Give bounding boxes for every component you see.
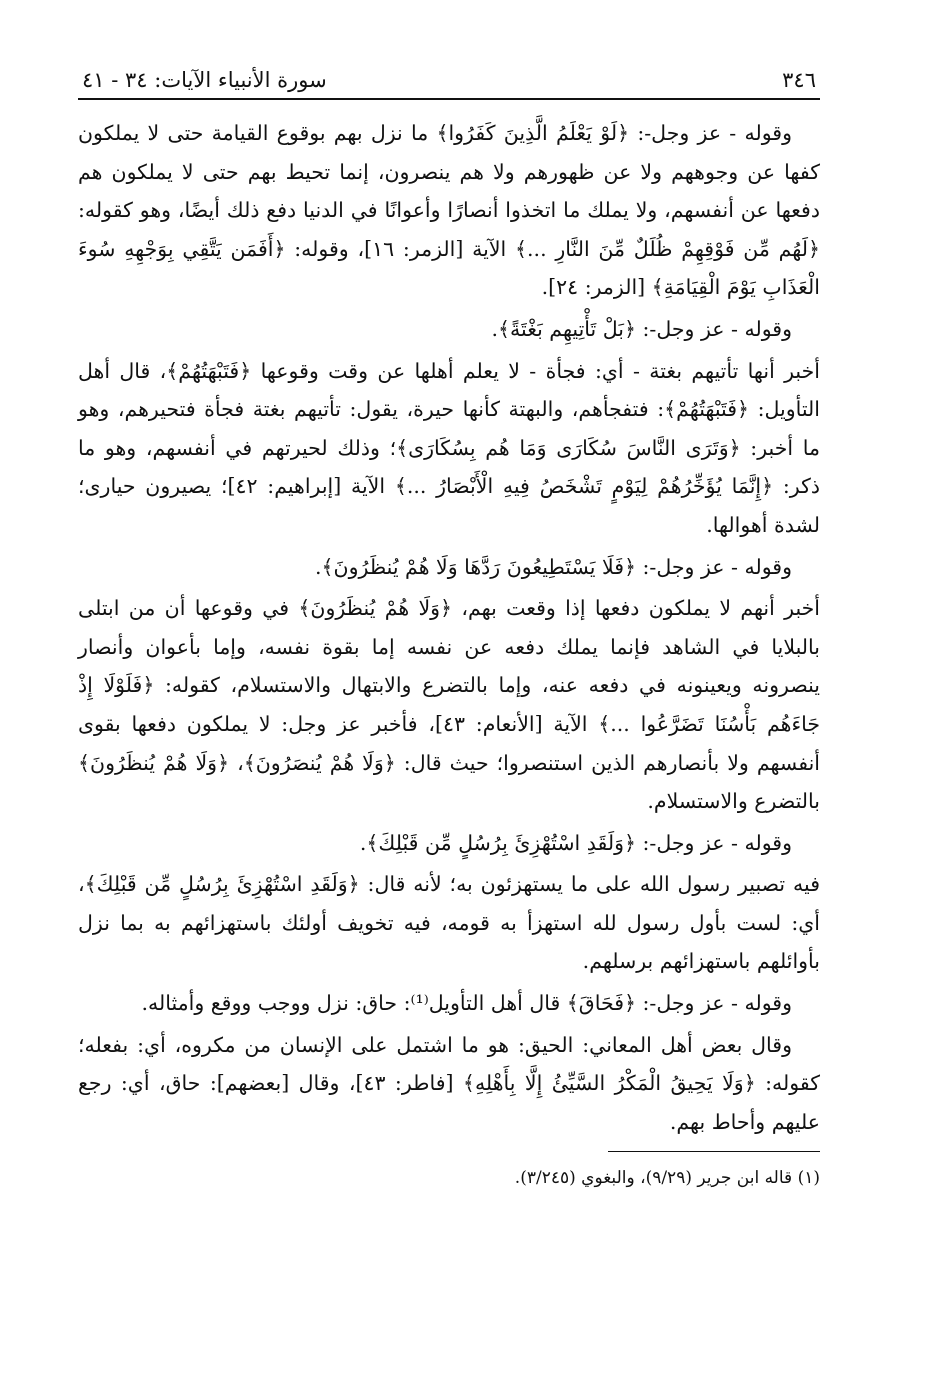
paragraph: أخبر أنهم لا يملكون دفعها إذا وقعت بهم، ﴿وَلَا هُمْ يُنظَرُونَ﴾ في وقوعها أن من ابتلى بالبلايا في الشاهد فإنما يملك دفعه عن نفسه إما بقوة نفسه، وإما بأعوان وأنصار ينصرونه ويعينونه في دفعه عنه، وإما بالتضرع والابتهال والاستسلام، كقوله: ﴿فَلَوْلَا إِذْ جَاءَهُم بَأْسُنَا تَضَرَّعُوا ...﴾ الآية [الأنعام: ٤٣]، فأخبر عز وجل: لا يملكون دفعها بقوى أنفسهم ولا بأنصارهم الذين استنصروا؛ حيث قال: ﴿وَلَا هُمْ يُنصَرُونَ﴾، ﴿وَلَا هُمْ يُنظَرُونَ﴾ بالتضرع والاستسلام.	[78, 596, 821, 814]
book-page	[78, 60, 820, 1192]
paragraph: وقوله - عز وجل-: ﴿فَلَا يَسْتَطِيعُونَ رَدَّهَا وَلَا هُمْ يُنظَرُونَ﴾.	[315, 554, 792, 579]
paragraph: وقوله - عز وجل-: ﴿لَوْ يَعْلَمُ الَّذِينَ كَفَرُوا﴾ ما نزل بهم بوقوع القيامة حتى لا يملكون كفها عن وجوههم ولا عن ظهورهم ولا هم ينصرون، إنما تحيط بهم حتى لا يملكون هم دفعها عن أنفسهم، ولا يملك ما اتخذوا أنصارًا وأعوانًا في الدنيا دفع ذلك أيضًا، وهو كقوله: ﴿لَهُم مِّن فَوْقِهِمْ ظُلَلٌ مِّنَ النَّارِ ...﴾ الآية [الزمر: ١٦]، وقوله: ﴿أَفَمَن يَتَّقِي بِوَجْهِهِ سُوءَ الْعَذَابِ يَوْمَ الْقِيَامَةِ﴾ [الزمر: ٢٤].	[78, 121, 820, 300]
main-text	[78, 114, 820, 1141]
page-number: ٣٤٦	[782, 68, 816, 92]
surah-title: سورة الأنبياء الآيات: ٣٤ - ٤١	[82, 68, 327, 92]
paragraph: وقوله - عز وجل-: ﴿بَلْ تَأْتِيهِم بَغْتَةً﴾.	[491, 316, 792, 341]
footnote: (١) قاله ابن جرير (٩/٢٩)، والبغوي (٣/٢٤٥).	[514, 1168, 820, 1189]
running-header	[78, 60, 820, 100]
paragraph: وقوله - عز وجل-: ﴿وَلَقَدِ اسْتُهْزِئَ بِرُسُلٍ مِّن قَبْلِكَ﴾.	[359, 830, 792, 855]
paragraph: وقال بعض أهل المعاني: الحيق: هو ما اشتمل على الإنسان من مكروه، أي: بفعله؛ كقوله: ﴿وَلَا يَحِيقُ الْمَكْرُ السَّيِّئُ إِلَّا بِأَهْلِهِ﴾ [فاطر: ٤٣]، وقال [بعضهم]: حاق، أي: رجع عليهم وأحاط بهم.	[78, 1032, 820, 1134]
paragraph: فيه تصبير رسول الله على ما يستهزئون به؛ لأنه قال: ﴿وَلَقَدِ اسْتُهْزِئَ بِرُسُلٍ مِّن قَبْلِكَ﴾، أي: لست بأول رسول لله استهزأ به قومه، فيه تخويف أولئك باستهزائهم به بما نزل بأوائلهم باستهزائهم برسلهم.	[78, 872, 820, 974]
footnote-divider	[608, 1151, 820, 1152]
paragraph: أخبر أنها تأتيهم بغتة - أي: فجأة - لا يعلم أهلها عن وقت وقوعها ﴿فَتَبْهَتُهُمْ﴾، قال أهل التأويل: ﴿فَتَبْهَتُهُمْ﴾: فتفجأهم، والبهتة كأنها حيرة، يقول: تأتيهم بغتة فجأة فتحيرهم، وهو ما أخبر: ﴿وَتَرَى النَّاسَ سُكَارَى وَمَا هُم بِسُكَارَى﴾؛ وذلك لحيرتهم في أنفسهم، وهو ما ذكر: ﴿إِنَّمَا يُؤَخِّرُهُمْ لِيَوْمٍ تَشْخَصُ فِيهِ الْأَبْصَارُ ...﴾ الآية [إبراهيم: ٤٢]؛ يصيرون حيارى؛ لشدة أهوالها.	[78, 358, 820, 537]
paragraph: وقوله - عز وجل-: ﴿فَحَاقَ﴾ قال أهل التأويل⁽¹⁾: حاق: نزل ووجب ووقع وأمثاله.	[141, 991, 792, 1016]
